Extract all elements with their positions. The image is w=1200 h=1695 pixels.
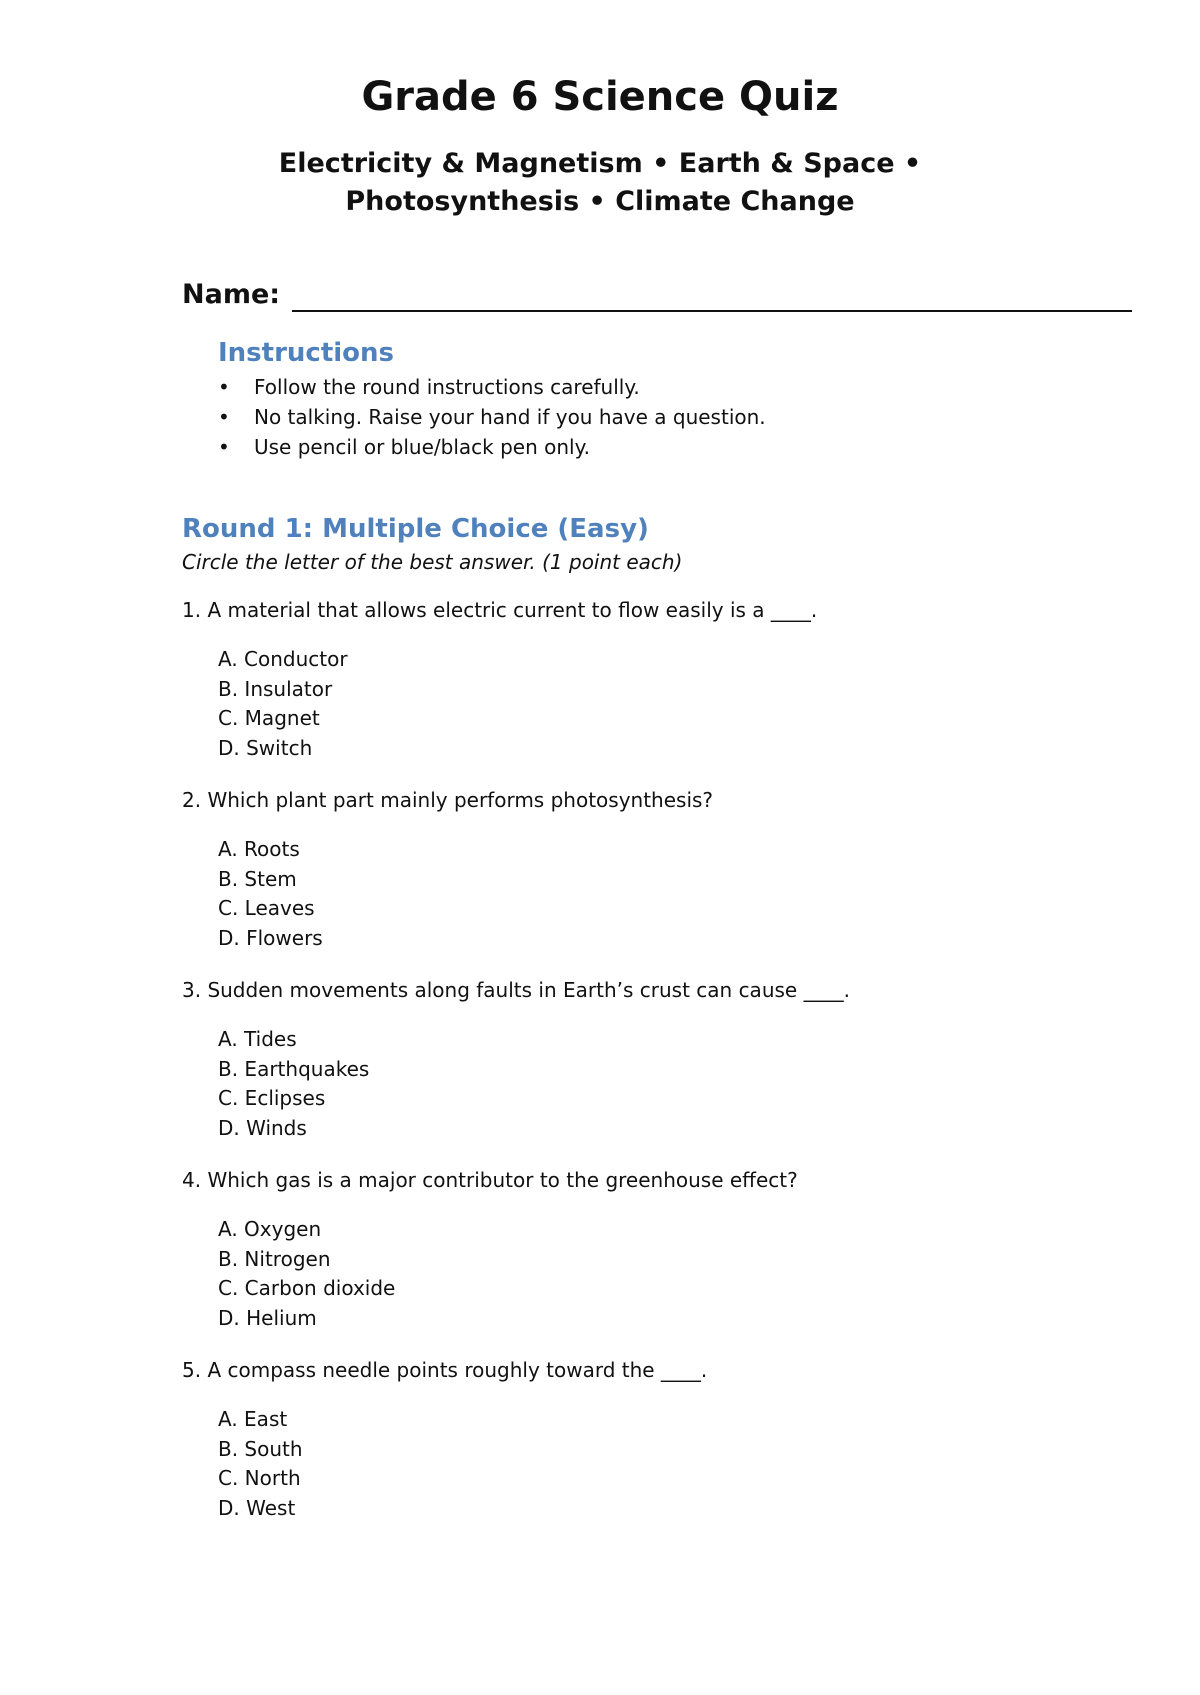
question-2: 2. Which plant part mainly performs photosynthesis? xyxy=(182,788,714,812)
bullet-icon: • xyxy=(218,435,230,459)
instruction-text: Follow the round instructions carefully. xyxy=(254,375,640,399)
option-b[interactable]: B. South xyxy=(218,1436,303,1461)
page-title: Grade 6 Science Quiz xyxy=(361,74,839,120)
page-subtitle: Electricity & Magnetism • Earth & Space • Photosynthesis • Climate Change xyxy=(278,148,922,217)
option-d[interactable]: D. West xyxy=(218,1495,296,1520)
round1-instructions: Circle the letter of the best answer. (1 point each) xyxy=(182,550,683,574)
option-c[interactable]: C. Leaves xyxy=(218,896,315,920)
name-field[interactable] xyxy=(292,280,1132,312)
option-c[interactable]: C. Eclipses xyxy=(218,1086,326,1110)
name-label: Name: xyxy=(182,279,281,310)
question-2-options xyxy=(218,835,323,953)
question-1: 1. A material that allows electric current to flow easily is a ____. xyxy=(182,598,818,622)
option-d[interactable]: D. Switch xyxy=(218,735,313,760)
round1-heading: Round 1: Multiple Choice (Easy) xyxy=(182,514,649,544)
question-4-options xyxy=(218,1215,395,1333)
question-3-options xyxy=(218,1025,369,1143)
option-a[interactable]: A. Roots xyxy=(218,837,300,861)
instruction-text: No talking. Raise your hand if you have a question. xyxy=(254,405,766,429)
option-a[interactable]: A. Tides xyxy=(218,1027,297,1051)
question-1-options xyxy=(218,645,348,763)
option-c[interactable]: C. North xyxy=(218,1466,301,1490)
instructions-list xyxy=(218,372,766,462)
bullet-icon: • xyxy=(218,375,230,399)
name-row xyxy=(182,278,1132,312)
option-d[interactable]: D. Flowers xyxy=(218,925,323,950)
option-b[interactable]: B. Insulator xyxy=(218,676,333,701)
option-a[interactable]: A. Oxygen xyxy=(218,1217,322,1241)
instruction-text: Use pencil or blue/black pen only. xyxy=(254,435,590,459)
bullet-icon: • xyxy=(218,405,230,429)
option-d[interactable]: D. Helium xyxy=(218,1305,317,1330)
question-4: 4. Which gas is a major contributor to the greenhouse effect? xyxy=(182,1168,798,1192)
option-a[interactable]: A. Conductor xyxy=(218,647,348,671)
option-a[interactable]: A. East xyxy=(218,1407,288,1431)
option-b[interactable]: B. Stem xyxy=(218,866,297,891)
instruction-item xyxy=(218,372,766,402)
question-3: 3. Sudden movements along faults in Earth’s crust can cause ____. xyxy=(182,978,850,1002)
question-5-options xyxy=(218,1405,303,1523)
instruction-item xyxy=(218,402,766,432)
option-d[interactable]: D. Winds xyxy=(218,1115,307,1140)
instructions-heading: Instructions xyxy=(218,338,395,368)
option-b[interactable]: B. Nitrogen xyxy=(218,1246,331,1271)
option-c[interactable]: C. Carbon dioxide xyxy=(218,1276,396,1300)
option-b[interactable]: B. Earthquakes xyxy=(218,1056,370,1081)
option-c[interactable]: C. Magnet xyxy=(218,706,320,730)
instruction-item xyxy=(218,432,766,462)
question-5: 5. A compass needle points roughly toward the ____. xyxy=(182,1358,708,1382)
